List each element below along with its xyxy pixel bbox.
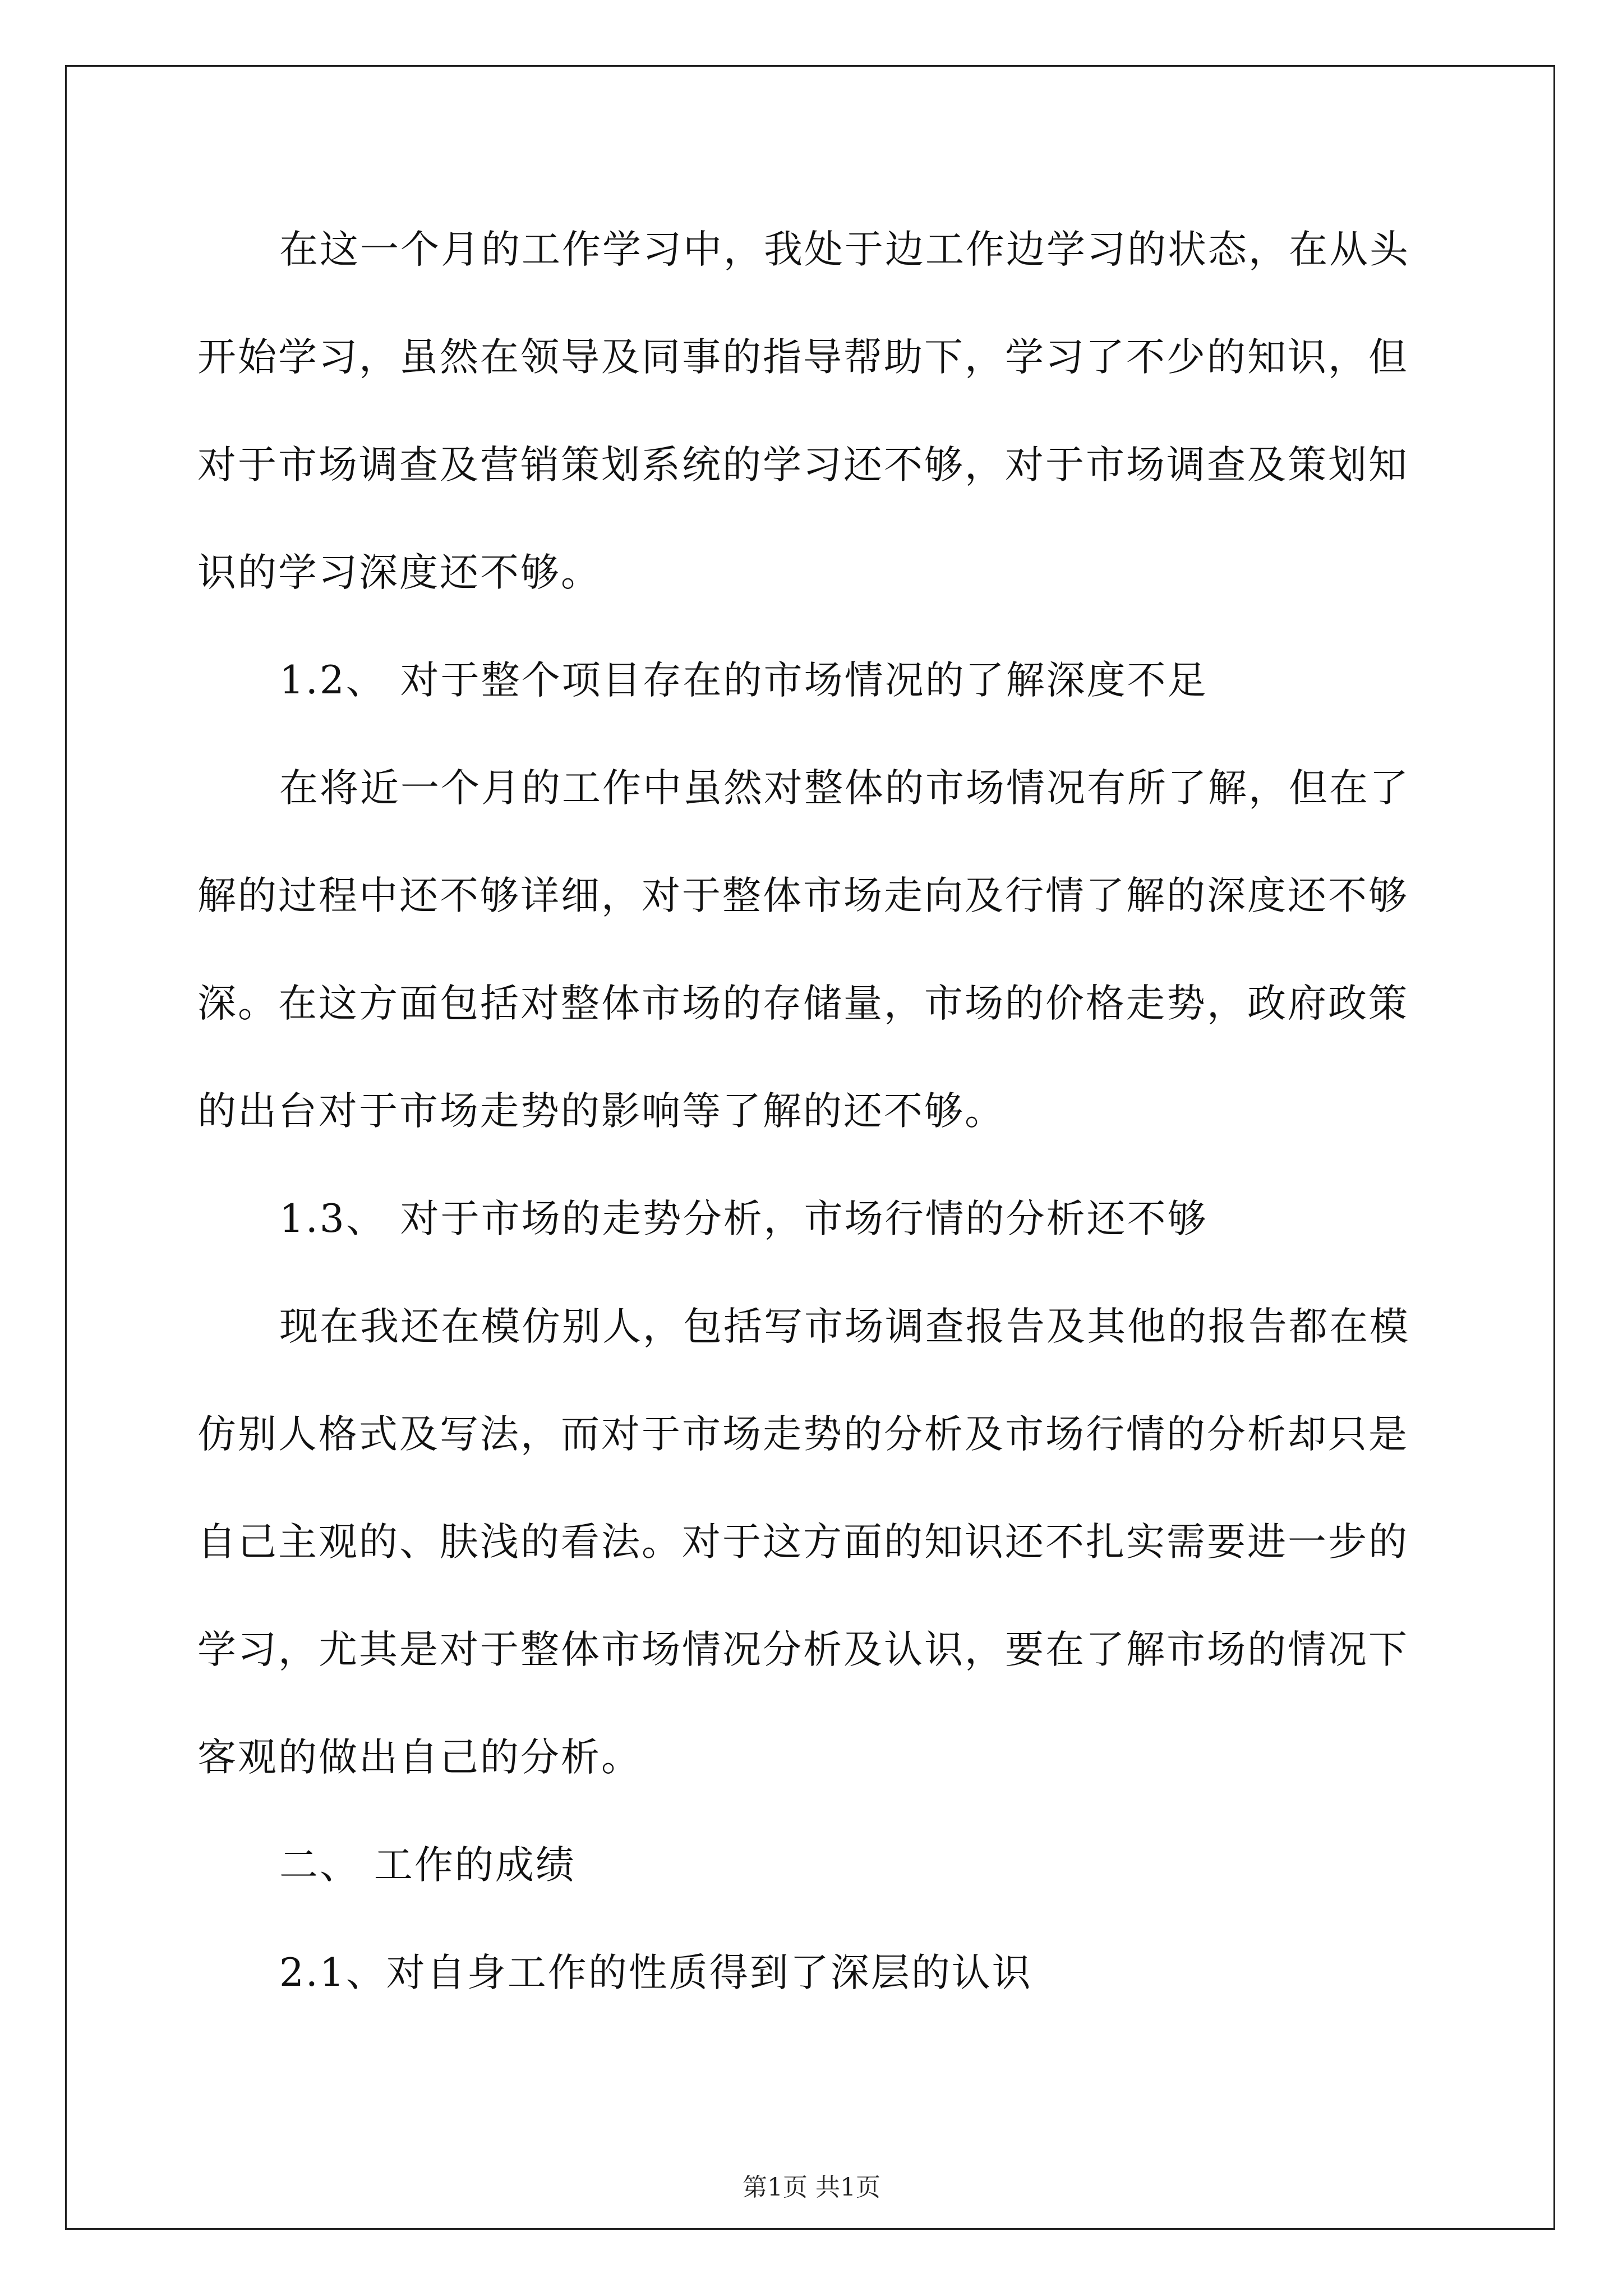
section-heading: 1.3、 对于市场的走势分析，市场行情的分析还不够 <box>279 1197 1208 1241</box>
paragraph-line: 在这一个月的工作学习中，我处于边工作边学习的状态，在从头 <box>279 227 1410 272</box>
section-heading: 二、 工作的成绩 <box>279 1843 576 1888</box>
paragraph-line: 识的学习深度还不够。 <box>197 550 601 595</box>
paragraph-line: 在将近一个月的工作中虽然对整体的市场情况有所了解，但在了 <box>279 766 1410 811</box>
paragraph-line: 现在我还在模仿别人，包括写市场调查报告及其他的报告都在模 <box>279 1304 1410 1349</box>
section-heading: 1.2、 对于整个项目存在的市场情况的了解深度不足 <box>279 658 1208 703</box>
paragraph-line: 自己主观的、肤浅的看法。对于这方面的知识还不扎实需要进一步的 <box>197 1520 1409 1565</box>
page-border <box>65 65 1555 2230</box>
paragraph-line: 对于市场调查及营销策划系统的学习还不够，对于市场调查及策划知 <box>197 443 1409 487</box>
paragraph-line: 的出台对于市场走势的影响等了解的还不够。 <box>197 1089 1005 1134</box>
paragraph-line: 仿别人格式及写法，而对于市场走势的分析及市场行情的分析却只是 <box>197 1412 1409 1457</box>
paragraph-line: 深。在这方面包括对整体市场的存储量，市场的价格走势，政府政策 <box>197 981 1409 1026</box>
section-heading: 2.1、对自身工作的性质得到了深层的认识 <box>279 1950 1032 1995</box>
paragraph-line: 学习，尤其是对于整体市场情况分析及认识，要在了解市场的情况下 <box>197 1627 1409 1672</box>
page-footer: 第1页 共1页 <box>743 2173 880 2202</box>
paragraph-line: 解的过程中还不够详细，对于整体市场走向及行情了解的深度还不够 <box>197 873 1409 918</box>
paragraph-line: 开始学习，虽然在领导及同事的指导帮助下，学习了不少的知识，但 <box>197 335 1409 380</box>
paragraph-line: 客观的做出自己的分析。 <box>197 1735 642 1780</box>
